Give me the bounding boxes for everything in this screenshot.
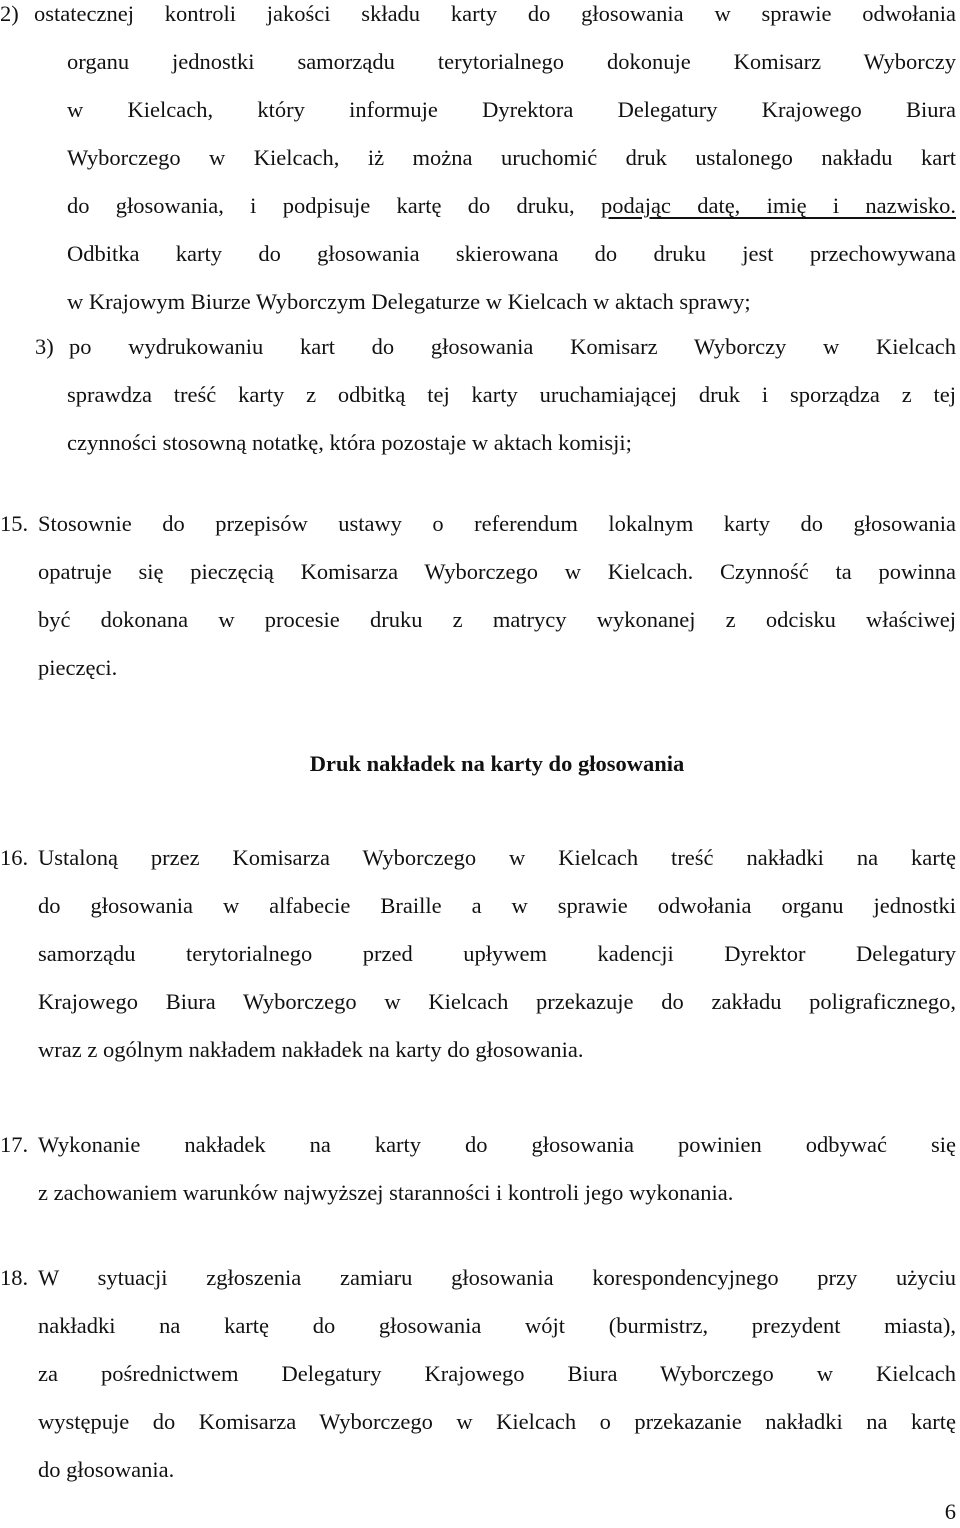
point-text: [38, 834, 956, 1074]
text-line: organu jednostki samorządu terytorialnego dokonuje Komisarz Wyborczy: [67, 49, 956, 74]
text-line: pieczęci.: [38, 655, 118, 680]
text-line: w Kielcach, który informuje Dyrektora Delegatury Krajowego Biura: [67, 97, 956, 122]
text-line: Wyborczego w Kielcach, iż można uruchomić druk ustalonego nakładu kart: [67, 145, 956, 170]
point-text: [38, 1254, 956, 1494]
text-line: nakładki na kartę do głosowania wójt (burmistrz, prezydent miasta),: [38, 1313, 956, 1338]
text-line: być dokonana w procesie druku z matrycy wykonanej z odcisku właściwej: [38, 607, 956, 632]
subitem-text: [67, 323, 956, 467]
point-text: [38, 1121, 956, 1217]
point-number: 16.: [0, 845, 29, 870]
point-number: 15.: [0, 511, 29, 536]
text-line: do głosowania w alfabecie Braille a w sprawie odwołania organu jednostki: [38, 893, 956, 918]
text-line: czynności stosowną notatkę, która pozostaje w aktach komisji;: [67, 430, 632, 455]
point-number: 17.: [0, 1132, 29, 1157]
text-line: wraz z ogólnym nakładem nakładek na karty do głosowania.: [38, 1037, 584, 1062]
point-text: [38, 500, 956, 692]
text-line-signature-requirement: do głosowania, i podpisuje kartę do druku, podając datę, imię i nazwisko.: [67, 193, 956, 218]
text-line: opatruje się pieczęcią Komisarza Wyborczego w Kielcach. Czynność ta powinna: [38, 559, 956, 584]
text-line: z zachowaniem warunków najwyższej staranności i kontroli jego wykonania.: [38, 1180, 734, 1205]
text-line: po wydrukowaniu kart do głosowania Komisarz Wyborczy w Kielcach: [69, 334, 956, 359]
text-line: samorządu terytorialnego przed upływem kadencji Dyrektor Delegatury: [38, 941, 956, 966]
text-line: ostatecznej kontroli jakości składu karty do głosowania w sprawie odwołania: [34, 1, 956, 26]
subitem-text: [34, 0, 956, 326]
point-number: 18.: [0, 1265, 29, 1290]
text-line: Krajowego Biura Wyborczego w Kielcach przekazuje do zakładu poligraficznego,: [38, 989, 956, 1014]
text-line: występuje do Komisarza Wyborczego w Kielcach o przekazanie nakładki na kartę: [38, 1409, 956, 1434]
text-line: do głosowania.: [38, 1457, 175, 1482]
page-number: 6: [944, 1499, 956, 1524]
text-line: Odbitka karty do głosowania skierowana do druku jest przechowywana: [67, 241, 956, 266]
subitem-number: 2): [0, 1, 19, 26]
text-line: sprawdza treść karty z odbitką tej karty uruchamiającej druk i sporządza z tej: [67, 382, 956, 407]
text-line: w Krajowym Biurze Wyborczym Delegaturze w Kielcach w aktach sprawy;: [67, 289, 751, 314]
text-line: za pośrednictwem Delegatury Krajowego Biura Wyborczego w Kielcach: [38, 1361, 956, 1386]
text-line: Ustaloną przez Komisarza Wyborczego w Kielcach treść nakładki na kartę: [38, 845, 956, 870]
section-heading: Druk nakładek na karty do głosowania: [309, 751, 685, 776]
text-line: W sytuacji zgłoszenia zamiaru głosowania korespondencyjnego przy użyciu: [38, 1265, 956, 1290]
text-line: Stosownie do przepisów ustawy o referendum lokalnym karty do głosowania: [38, 511, 956, 536]
text-line: Wykonanie nakładek na karty do głosowania powinien odbywać się: [38, 1132, 956, 1157]
subitem-number: 3): [35, 334, 54, 359]
underlined-phrase: podając datę, imię i nazwisko.: [600, 193, 956, 218]
